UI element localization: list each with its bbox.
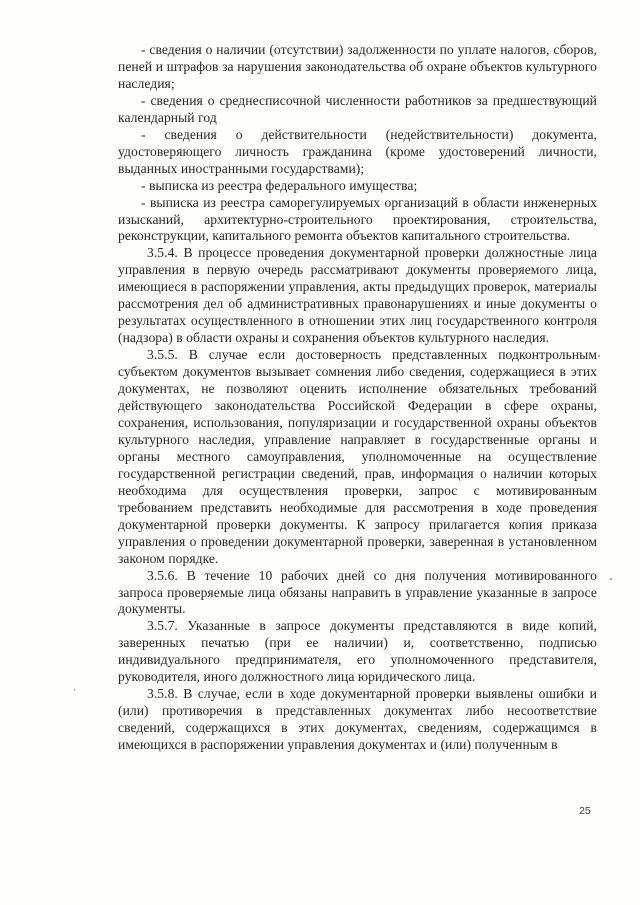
paragraph-identity-document: - сведения о действительности (недействительности) документа, удостоверяющего личность гражданина (кроме удостоверений личности, выданных иностранными государствами); [118,126,597,176]
page-number: 25 [579,805,591,817]
paragraph-3-5-7: 3.5.7. Указанные в запросе документы представляются в виде копий, заверенных печатью (при ее наличии) и, соответственно, подписью индивидуального предпринимателя, его уполномоченного представителя, руководителя, иного должностного лица юридического лица. [118,618,597,685]
paragraph-3-5-8: 3.5.8. В случае, если в ходе документарной проверки выявлены ошибки и (или) противоречия в представленных документах либо несоответствие сведений, содержащихся в этих документах, сведениям, содержащимся в имеющихся в распоряжении управления документах и (или) полученным в [118,686,597,753]
document-body [118,42,597,754]
paragraph-3-5-6: 3.5.6. В течение 10 рабочих дней со дня получения мотивированного запроса проверяемые лица обязаны направить в управление указанные в запросе документы. [118,567,597,617]
scan-speck [74,689,75,691]
paragraph-tax-debt: - сведения о наличии (отсутствии) задолженности по уплате налогов, сборов, пеней и штрафов за нарушения законодательства об охране объектов культурного наследия; [118,42,597,91]
paragraph-federal-property-registry: - выписка из реестра федерального имущества; [141,177,418,193]
scan-speck [598,355,600,357]
paragraph-sro-registry: - выписка из реестра саморегулируемых организаций в области инженерных изысканий, архитектурно-строительного проектирования, строительства, реконструкции, капитального ремонта объектов капитального строительства. [118,194,597,244]
paragraph-3-5-5: 3.5.5. В случае если достоверность представленных подконтрольным субъектом документов вызывает сомнения либо сведения, содержащиеся в этих документах, не позволяют оценить исполнение обязательных требований действующего законодательства Российской Федерации в сфере охраны, сохранения, использования, популяризации и государственной охраны объектов культурного наследия, управление направляет в государственные органы и органы местного самоуправления, уполномоченные на осуществление государственной регистрации сведений, прав, информация о наличии которых необходима для осуществления проверки, запрос с мотивированным требованием представить необходимые для рассмотрения в ходе проведения документарной проверки документы. К запросу прилагается копия приказа управления о проведении документарной проверки, заверенная в установленном законом порядке. [118,347,597,566]
scan-speck [610,578,612,580]
paragraph-headcount: - сведения о среднесписочной численности работников за предшествующий календарный год [118,92,597,125]
paragraph-3-5-4: 3.5.4. В процессе проведения документарной проверки должностные лица управления в первую очередь рассматривают документы проверяемого лица, имеющиеся в распоряжении управления, акты предыдущих проверок, материалы рассмотрения дел об административных правонарушениях и иные документы о результатах осуществленного в отношении этих лиц государственного контроля (надзора) в области охраны и сохранения объектов культурного наследия. [118,245,597,346]
